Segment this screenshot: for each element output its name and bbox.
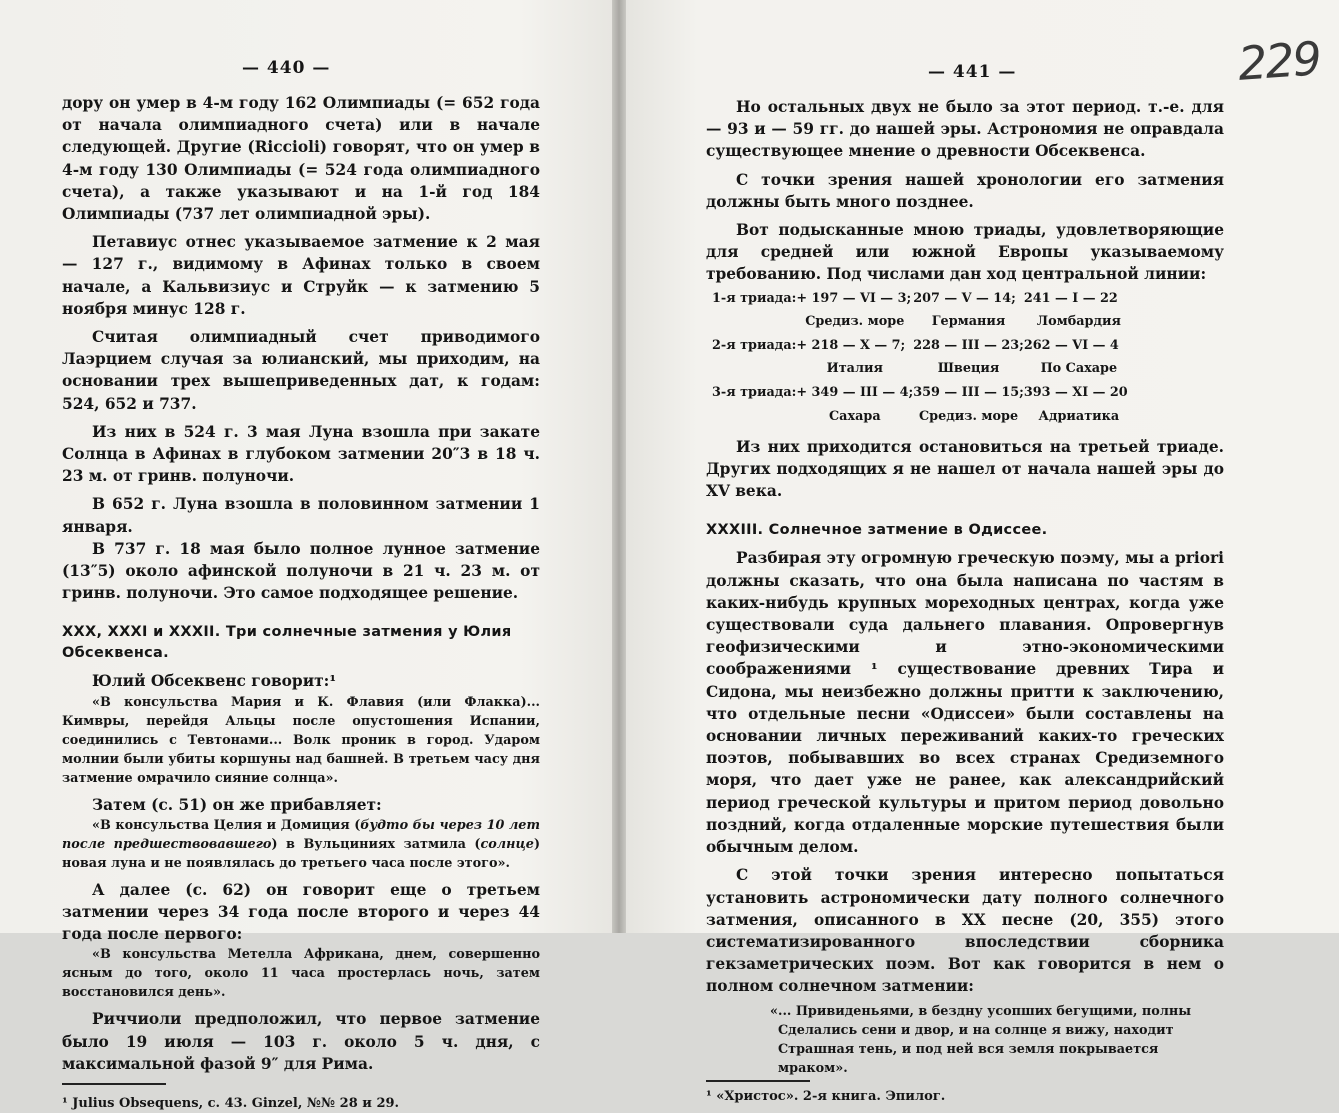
triad-row: 3-я триада: + 349 — III — 4; 359 — III — 15; 393 — XI — 20	[712, 385, 1128, 401]
then-adds: Затем (с. 51) он же прибавляет:	[92, 795, 382, 814]
paragraph: Петавиус отнес указываемое затмение к 2 мая — 127 г., видимому в Афинах только в своем начале, а Кальвизиус и Струйк — к затмению 5 ноября минус 128 г.	[62, 233, 540, 318]
verse-line: «... Привиденьями, в бездну усопших бегущими, полны	[770, 1003, 1192, 1019]
quote: «В консульства Мария и К. Флавия (или Флакка)... Кимвры, перейдя Альцы после опустошения Испании, соединились с Тевтонами... Волк проник в город. Ударом молнии были убиты коршуны над башней. В третьем часу дня затмение омрачило сияние солнца».	[62, 694, 540, 786]
verse-block	[706, 1002, 1224, 1078]
paragraph: Риччиоли предположил, что первое затмение было 19 июля — 103 г. около 5 ч. дня, с максимальной фазой 9″ для Рима.	[62, 1010, 540, 1073]
paragraph: Вот подысканные мною триады, удовлетворяющие для средней или южной Европы указываемому требованию. Под числами дан ход центральной линии:	[706, 221, 1224, 284]
triad-row: 2-я триада: + 218 — X — 7; 228 — III — 23; 262 — VI — 4	[712, 338, 1119, 354]
paragraph: Разбирая эту огромную греческую поэму, мы a priori должны сказать, что она была написана по частям в каких-нибудь крупных мореходных центрах, когда уже существовали суда дальнего плавания. Опровергнув геофизическими и этно-экономическими соображениями ¹ существование древних Тира и Сидона, мы неизбежно должны притти к заключению, что отдельные песни «Одиссеи» были составлены на основании личных переживаний каких-то греческих поэтов, побывавших во всех странах Средиземного моря, что дает уже не ранее, как александрийский период греческой культуры и притом период довольно поздний, когда отдаленные морские путешествия были обычным делом.	[706, 549, 1224, 857]
paragraph: В 652 г. Луна взошла в половинном затмении 1 января.	[62, 495, 540, 536]
quote: «В консульства Метелла Африкана, днем, совершенно ясным до того, около 11 часа простерлась ночь, затем восстановился день».	[62, 947, 540, 1001]
triads-table	[712, 288, 1134, 430]
section-heading: XXXIII. Солнечное затмение в Одиссее.	[706, 522, 1048, 539]
right-column	[706, 96, 1224, 1106]
triad-places: Сахара Средиз. море Адриатика	[828, 408, 1120, 424]
paragraph: А далее (с. 62) он говорит еще о третьем затмении через 34 года после второго и через 44 года после первого:	[62, 880, 540, 944]
paragraph: дору он умер в 4-м году 162 Олимпиады (= 652 года от начала олимпиадного счета) или в начале следующей. Другие (Riccioli) говорят, что он умер в 4-м году 130 Олимпиады (= 524 года олимпиадного счета), а также указывают и на 1-й год 184 Олимпиады (737 лет олимпиадной эры).	[62, 94, 540, 224]
section-heading: XXX, XXXI и XXXII. Три солнечные затмения у Юлия Обсеквенса.	[62, 624, 512, 662]
obsequens-intro: Юлий Обсеквенс говорит:¹	[92, 672, 337, 691]
triad-places: Средиз. море Германия Ломбардия	[805, 313, 1121, 329]
page-number-right: — 441 —	[928, 62, 1017, 82]
verse-line: Сделались сени и двор, и на солнце я вижу, находит	[778, 1022, 1174, 1038]
footnote-rule	[62, 1083, 166, 1085]
quote: «В консульства Целия и Домиция (будто бы через 10 лет после предшествовавшего) в Вульциниях затмила (солнце) новая луна и не появлялась до третьего часа после этого».	[62, 817, 540, 871]
right-page	[626, 0, 1339, 1104]
verse-line: Страшная тень, и под ней вся земля покрывается мраком».	[778, 1041, 1159, 1076]
paragraph: Из них в 524 г. 3 мая Луна взошла при закате Солнца в Афинах в глубоком затмении 20″3 в 18 ч. 23 м. от гринв. полуночи.	[62, 422, 540, 486]
handwritten-folio-number: 229	[1236, 31, 1322, 91]
triad-row: 1-я триада: + 197 — VI — 3; 207 — V — 14; 241 — I — 22	[712, 290, 1118, 306]
left-column	[62, 92, 540, 1113]
paragraph: С точки зрения нашей хронологии его затмения должны быть много позднее.	[706, 170, 1224, 211]
footnote: ¹ Julius Obsequens, c. 43. Ginzel, №№ 28 и 29.	[62, 1096, 400, 1112]
paragraph: Но остальных двух не было за этот период. т.-е. для — 93 и — 59 гг. до нашей эры. Астрономия не оправдала существующее мнение о древности Обсеквенса.	[706, 98, 1224, 161]
triad-places: Италия Швеция По Сахаре	[826, 361, 1118, 377]
book-gutter	[612, 0, 626, 933]
paragraph: Считая олимпиадный счет приводимого Лаэрцием случая за юлианский, мы приходим, на основании трех вышеприведенных дат, к годам: 524, 652 и 737.	[62, 328, 540, 413]
footnote-rule	[706, 1080, 810, 1082]
footnote: ¹ «Христос». 2-я книга. Эпилог.	[706, 1088, 946, 1104]
paragraph: С этой точки зрения интересно попытаться установить астрономически дату полного солнечного затмения, описанного в XX песне (20, 355) этого систематизированного впоследствии сборника гекзаметрических поэм. Вот как говорится в нем о полном солнечном затмении:	[706, 866, 1224, 996]
paragraph: В 737 г. 18 мая было полное лунное затмение (13″5) около афинской полуночи в 21 ч. 23 м. от гринв. полуночи. Это самое подходящее решение.	[62, 539, 540, 603]
left-page	[0, 0, 612, 1112]
paragraph: Из них приходится остановиться на третьей триаде. Других подходящих я не нашел от начала нашей эры до XV века.	[706, 437, 1224, 501]
page-number-left: — 440 —	[242, 58, 331, 78]
